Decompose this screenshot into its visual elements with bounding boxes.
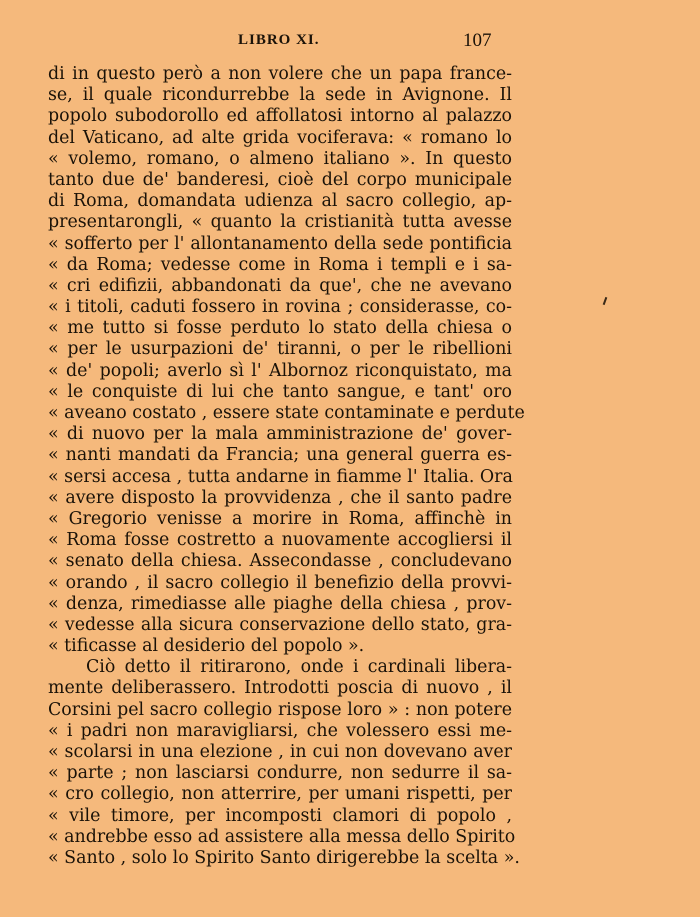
text-line: « Gregorio venisse a morire in Roma, affinchè in (48, 508, 512, 529)
text-line: « senato della chiesa. Assecondasse , concludevano (48, 551, 512, 572)
text-line: « andrebbe esso ad assistere alla messa dello Spirito (48, 826, 516, 847)
text-line: « me tutto si fosse perduto lo stato della chiesa o (48, 318, 512, 339)
text-line: « per le usurpazioni de' tiranni, o per le ribellioni (48, 339, 512, 360)
running-title: LIBRO XI. (238, 32, 320, 48)
ink-speck (603, 297, 608, 305)
text-line: « tificasse al desiderio del popolo ». (48, 636, 365, 657)
text-line: « volemo, romano, o almeno italiano ». In questo (48, 148, 512, 169)
text-line: di in questo però a non volere che un papa france- (48, 64, 512, 84)
text-line: di Roma, domandata udienza al sacro collegio, ap- (48, 191, 512, 212)
text-line: Ciò detto il ritirarono, onde i cardinali libera- (86, 657, 512, 678)
text-line: « i padri non maravigliarsi, che volessero essi me- (48, 720, 512, 741)
text-line: del Vaticano, ad alte grida vociferava: « romano lo (48, 127, 512, 148)
body-text (48, 64, 525, 869)
text-line: presentarongli, « quanto la cristianità tutta avesse (48, 212, 512, 233)
page-number: 107 (463, 30, 492, 51)
text-line: « orando , il sacro collegio il benefizio della provvi- (48, 572, 512, 593)
text-line: « Santo , solo lo Spirito Santo dirigerebbe la scelta ». (48, 847, 520, 868)
text-line: « vedesse alla sicura conservazione dello stato, gra- (48, 614, 512, 635)
text-line: « i titoli, caduti fossero in rovina ; considerasse, co- (48, 297, 512, 318)
text-line: « nanti mandati da Francia; una general guerra es- (48, 445, 512, 466)
text-line: « parte ; non lasciarsi condurre, non sedurre il sa- (48, 763, 512, 784)
text-line: « de' popoli; averlo sì l' Albornoz riconquistato, ma (48, 360, 512, 381)
text-line: Corsini pel sacro collegio rispose loro » : non potere (48, 699, 512, 720)
text-line: mente deliberassero. Introdotti poscia di nuovo , il (48, 678, 512, 699)
text-line: « vile timore, per incomposti clamori di popolo , (48, 805, 512, 826)
text-line: « avere disposto la provvidenza , che il santo padre (48, 487, 512, 508)
text-line: tanto due de' banderesi, cioè del corpo municipale (48, 169, 512, 190)
text-line: « aveano costato , essere state contaminate e perdute (48, 403, 525, 423)
text-line: « cro collegio, non atterrire, per umani rispetti, per (48, 784, 512, 805)
page-header (0, 30, 700, 54)
text-line: popolo subodorollo ed affollatosi intorno al palazzo (48, 106, 512, 127)
text-line: « cri edifizii, abbandonati da que', che ne avevano (48, 275, 512, 296)
text-line: « scolarsi in una elezione , in cui non dovevano aver (48, 742, 512, 762)
text-line: « denza, rimediasse alle piaghe della chiesa , prov- (48, 593, 512, 614)
text-line: « sersi accesa , tutta andarne in fiamme l' Italia. Ora (48, 466, 513, 487)
text-line: « di nuovo per la mala amministrazione de' gover- (48, 424, 512, 445)
text-line: « sofferto per l' allontanamento della sede pontificia (48, 233, 512, 254)
text-line: « da Roma; vedesse come in Roma i templi e i sa- (48, 254, 512, 275)
text-line: se, il quale ricondurrebbe la sede in Avignone. Il (48, 85, 512, 106)
text-line: « le conquiste di lui che tanto sangue, e tant' oro (48, 381, 512, 402)
text-line: « Roma fosse costretto a nuovamente accogliersi il (48, 530, 512, 551)
